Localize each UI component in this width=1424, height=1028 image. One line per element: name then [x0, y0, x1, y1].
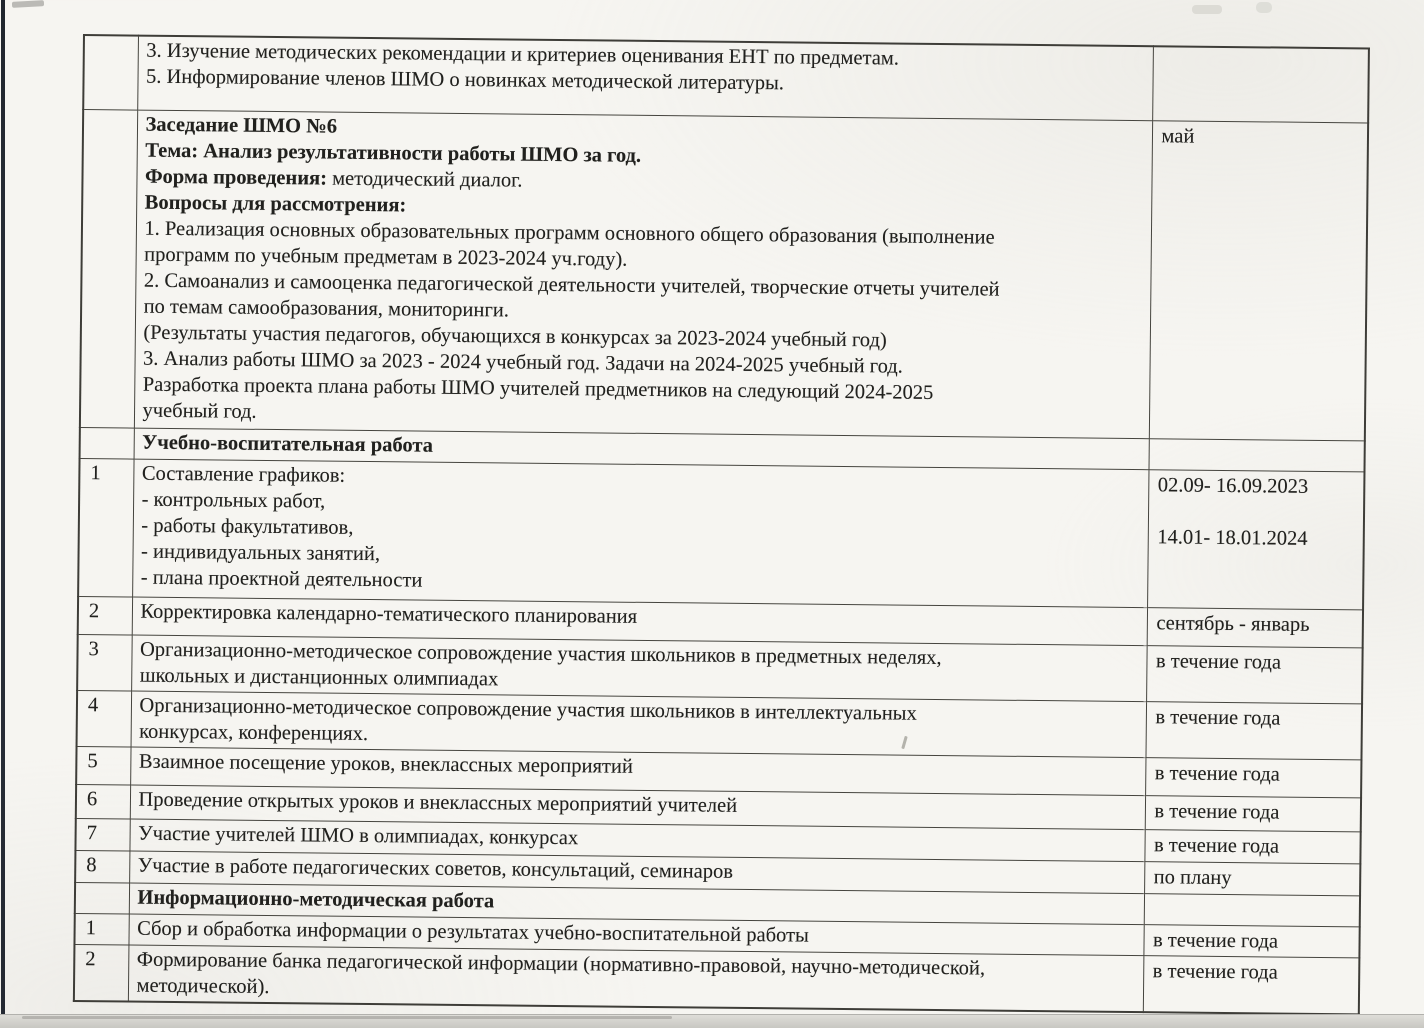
scan-smudge — [1192, 5, 1222, 14]
num-cell — [80, 427, 134, 459]
table-row — [83, 35, 1369, 123]
text-run: 2. Самоанализ и самооценка педагогической деятельности учителей, творческие отчеты учителей — [143, 269, 1000, 301]
timing-cell — [1145, 758, 1361, 798]
timing-cell — [1145, 702, 1362, 760]
timing-cell — [1147, 470, 1364, 610]
plan-table — [73, 34, 1370, 1015]
timing-line: в течение года — [1153, 834, 1280, 858]
num-cell: 3 — [77, 634, 132, 691]
num-cell: 8 — [75, 850, 129, 883]
text-run: - работы факультативов, — [141, 514, 354, 539]
num-cell: 2 — [74, 944, 129, 1001]
text-run: 5. Информирование членов ШМО о новинках методической литературы. — [145, 65, 785, 95]
timing-line: в течение года — [1152, 960, 1278, 984]
text-run: учебный год. — [142, 399, 257, 423]
bold-text-run: Вопросы для рассмотрения: — [144, 191, 407, 217]
work-plan-table-wrap — [73, 34, 1368, 1015]
text-run: методической). — [136, 974, 270, 999]
text-run: по темам самообразования, мониторинги. — [143, 295, 510, 322]
timing-cell — [1145, 796, 1361, 832]
text-run: программ по учебным предметам в 2023-2024 уч.году). — [144, 243, 628, 271]
text-run: Участие в работе педагогических советов, консультаций, семинаров — [137, 854, 734, 883]
text-run: Организационно-методическое сопровождение участия школьников в интеллектуальных — [139, 694, 917, 725]
num-cell: 7 — [75, 818, 129, 851]
num-cell: 2 — [78, 596, 132, 635]
text-run: 3. Изучение методических рекомендации и критериев оценивания ЕНТ по предметам. — [146, 39, 900, 70]
num-cell: 4 — [77, 690, 132, 747]
text-run: методический диалог. — [326, 167, 523, 192]
bold-text-run: Информационно-методическая работа — [137, 886, 495, 913]
text-run: Корректировка календарно-тематического планирования — [140, 600, 638, 628]
text-run: - индивидуальных занятий, — [140, 540, 381, 566]
scan-smudge — [1256, 2, 1272, 13]
scan-artifact-corner — [12, 0, 44, 8]
content-cell — [137, 36, 1153, 121]
text-run: (Результаты участия педагогов, обучающихся в конкурсах за 2023-2024 учебный год) — [143, 321, 887, 352]
timing-line: сентябрь - январь — [1156, 612, 1310, 636]
timing-cell — [1143, 925, 1359, 958]
content-cell — [132, 459, 1148, 608]
text-run: конкурсах, конференциях. — [139, 720, 369, 746]
timing-cell — [1143, 956, 1360, 1015]
timing-cell — [1144, 894, 1360, 927]
num-cell: 1 — [74, 913, 128, 945]
num-cell: 5 — [76, 746, 130, 785]
num-cell — [83, 35, 138, 110]
num-cell — [75, 882, 129, 914]
timing-line: в течение года — [1155, 650, 1282, 674]
text-run: Разработка проекта плана работы ШМО учителей предметников на следующий 2024-2025 — [142, 373, 934, 404]
timing-cell — [1147, 608, 1363, 648]
timing-line: 02.09- 16.09.2023 — [1157, 474, 1309, 498]
timing-cell — [1152, 46, 1369, 123]
bold-text-run: Тема: Анализ результативности работы ШМО за год. — [145, 139, 642, 167]
timing-cell — [1144, 830, 1360, 864]
text-run: - плана проектной деятельности — [140, 566, 423, 592]
timing-line: по плану — [1153, 866, 1232, 890]
table-row — [80, 110, 1368, 441]
text-run: 3. Анализ работы ШМО за 2023 - 2024 учебный год. Задачи на 2024-2025 учебный год. — [142, 347, 903, 378]
timing-line — [1157, 498, 1357, 526]
num-cell: 6 — [76, 784, 130, 819]
text-run: Проведение открытых уроков и внеклассных мероприятий учителей — [138, 788, 738, 817]
timing-line: 14.01- 18.01.2024 — [1157, 526, 1308, 550]
text-run: Участие учителей ШМО в олимпиадах, конкурсах — [138, 822, 579, 850]
table-row — [74, 944, 1360, 1014]
text-run: Организационно-методическое сопровождение участия школьников в предметных неделях, — [139, 638, 942, 670]
table-row — [78, 458, 1364, 609]
scan-edge-line — [1, 0, 5, 1027]
content-cell — [128, 945, 1144, 1012]
bold-text-run: Заседание ШМО №6 — [145, 113, 338, 138]
timing-line: в течение года — [1155, 706, 1281, 730]
timing-line: в течение года — [1154, 800, 1280, 824]
timing-cell — [1149, 121, 1368, 441]
text-run: школьных и дистанционных олимпиадах — [139, 664, 499, 691]
scanner-bottom-smudge — [22, 1016, 672, 1019]
timing-line: май — [1161, 125, 1195, 148]
text-run: Формирование банка педагогической информации (нормативно-правовой, научно-методической, — [136, 948, 986, 980]
timing-line: в течение года — [1154, 762, 1280, 786]
text-run: Сбор и обработка информации о результатах учебно-воспитательной работы — [137, 917, 809, 947]
plan-table-body — [74, 35, 1369, 1014]
timing-cell — [1146, 646, 1363, 704]
text-run: Составление графиков: — [141, 462, 346, 487]
bold-text-run: Форма проведения: — [144, 165, 328, 190]
num-cell: 1 — [78, 458, 133, 597]
text-run: 1. Реализация основных образовательных программ основного общего образования (выполнение — [144, 217, 995, 249]
text-run: Взаимное посещение уроков, внеклассных мероприятий — [138, 750, 634, 778]
text-run: - контрольных работ, — [141, 488, 326, 513]
content-cell — [134, 110, 1152, 439]
bold-text-run: Учебно-воспитательная работа — [142, 431, 434, 457]
timing-cell — [1148, 439, 1364, 472]
timing-cell — [1144, 862, 1360, 896]
timing-line: в течение года — [1152, 929, 1279, 953]
num-cell — [80, 110, 137, 429]
